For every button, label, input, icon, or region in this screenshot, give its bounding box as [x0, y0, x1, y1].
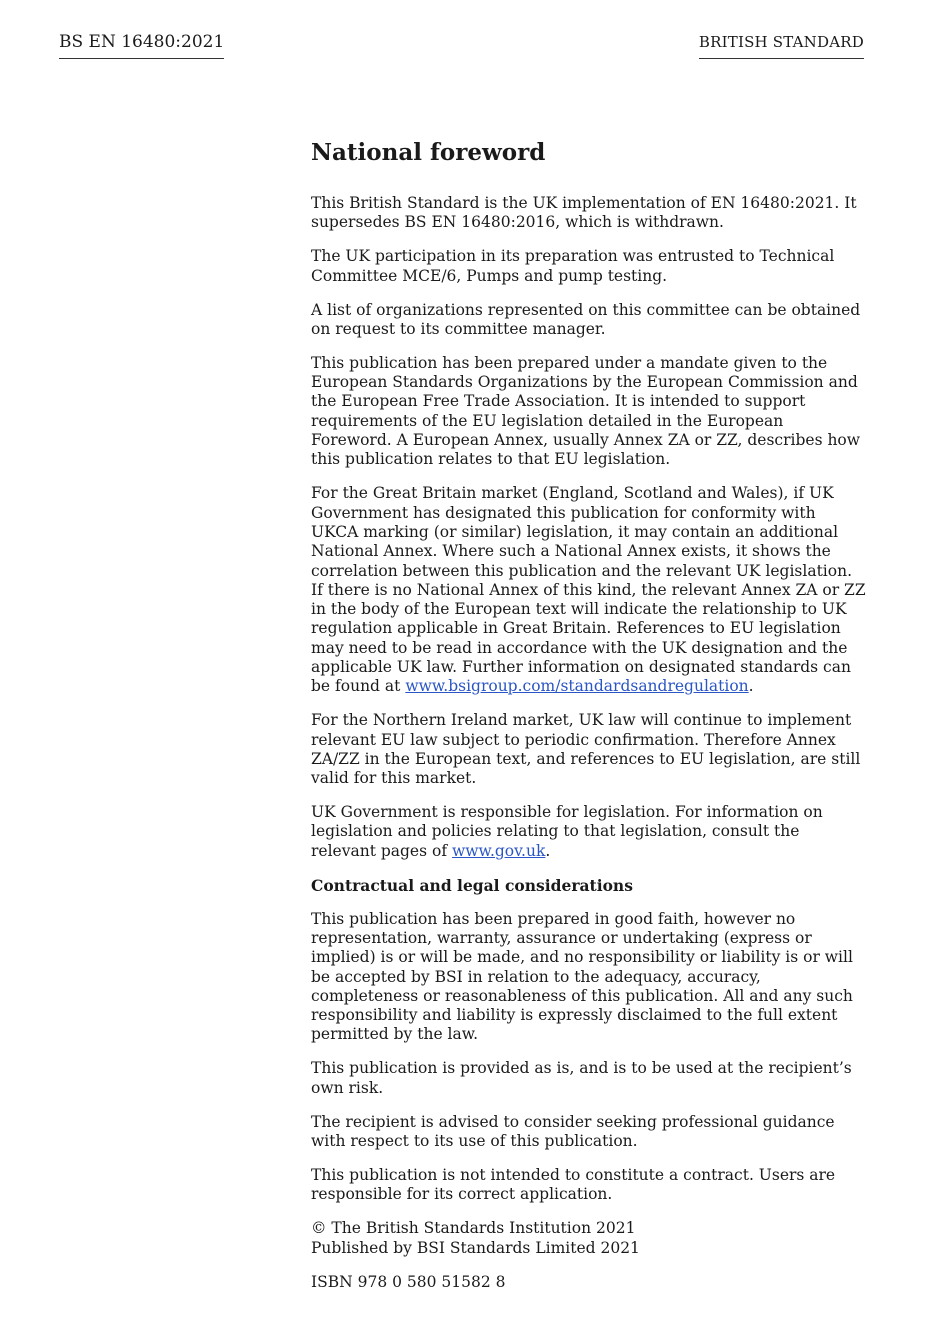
paragraph-own-risk: This publication is provided as is, and is to be used at the recipient’s own risk.: [311, 1059, 852, 1097]
paragraph-good-faith: This publication has been prepared in good faith, however no representation, warranty, assurance or undertaking (express or implied) is or will be made, and no responsibility or liability is or will be accepted by BSI in relation to the adequacy, accuracy, completeness or reasonableness of this publication. All and any such responsibility and liability is expressly disclaimed to the full extent permitted by the law.: [311, 909, 853, 1044]
paragraph-organizations: A list of organizations represented on this committee can be obtained on request to its committee manager.: [311, 300, 861, 338]
paragraph-professional-guidance: The recipient is advised to consider seeking professional guidance with respect to its use of this publication.: [311, 1112, 835, 1151]
copyright-line: © The British Standards Institution 2021: [311, 1219, 636, 1238]
header-document-id: BS EN 16480:2021: [59, 30, 224, 59]
page-title: National foreword: [311, 139, 546, 166]
header-series-label: BRITISH STANDARD: [699, 30, 864, 59]
foreword-content: [311, 136, 867, 1307]
paragraph-uk-government: [311, 803, 867, 861]
paragraph-great-britain-text: For the Great Britain market (England, Scotland and Wales), if UK Government has designated this publication for conformity with UKCA marking (or similar) legislation, it may contain an additional National Annex. Where such a National Annex exists, it shows the correlation between this publication and the relevant UK legislation. If there is no National Annex of this kind, the relevant Annex ZA or ZZ in the body of the European text will indicate the relationship to UK regulation applicable in Great Britain. References to EU legislation may need to be read in accordance with the UK designation and the applicable UK law. Further information on designated standards can be found at: [311, 484, 866, 696]
paragraph-committee: The UK participation in its preparation was entrusted to Technical Committee MCE/6, Pumps and pump testing.: [311, 247, 835, 285]
paragraph-great-britain: [311, 484, 867, 696]
gov-uk-link[interactable]: www.gov.uk: [451, 841, 546, 860]
copyright-block: [311, 1219, 867, 1258]
subheading-contractual: Contractual and legal considerations: [311, 875, 633, 895]
isbn: ISBN 978 0 580 51582 8: [311, 1272, 506, 1291]
paragraph-mandate: This publication has been prepared under a mandate given to the European Standards Organizations by the European Commission and the European Free Trade Association. It is intended to support requirements of the EU legislation detailed in the European Foreword. A European Annex, usually Annex ZA or ZZ, describes how this publication relates to that EU legislation.: [311, 353, 861, 469]
paragraph-uk-government-text: UK Government is responsible for legislation. For information on legislation and policies relating to that legislation, consult the relevant pages of: [311, 803, 823, 860]
paragraph-great-britain-end: .: [748, 677, 754, 696]
bsigroup-link[interactable]: www.bsigroup.com/standardsandregulation: [405, 677, 749, 696]
paragraph-northern-ireland: For the Northern Ireland market, UK law will continue to implement relevant EU law subject to periodic confirmation. Therefore Annex ZA/ZZ in the European text, and references to EU legislation, are still valid for this market.: [311, 711, 861, 788]
paragraph-not-contract: This publication is not intended to constitute a contract. Users are responsible for its correct application.: [311, 1166, 836, 1204]
paragraph-uk-government-end: .: [545, 841, 551, 860]
publisher-line: Published by BSI Standards Limited 2021: [311, 1238, 640, 1257]
paragraph-implementation: This British Standard is the UK implementation of EN 16480:2021. It supersedes BS EN 16480:2016, which is withdrawn.: [311, 194, 857, 232]
